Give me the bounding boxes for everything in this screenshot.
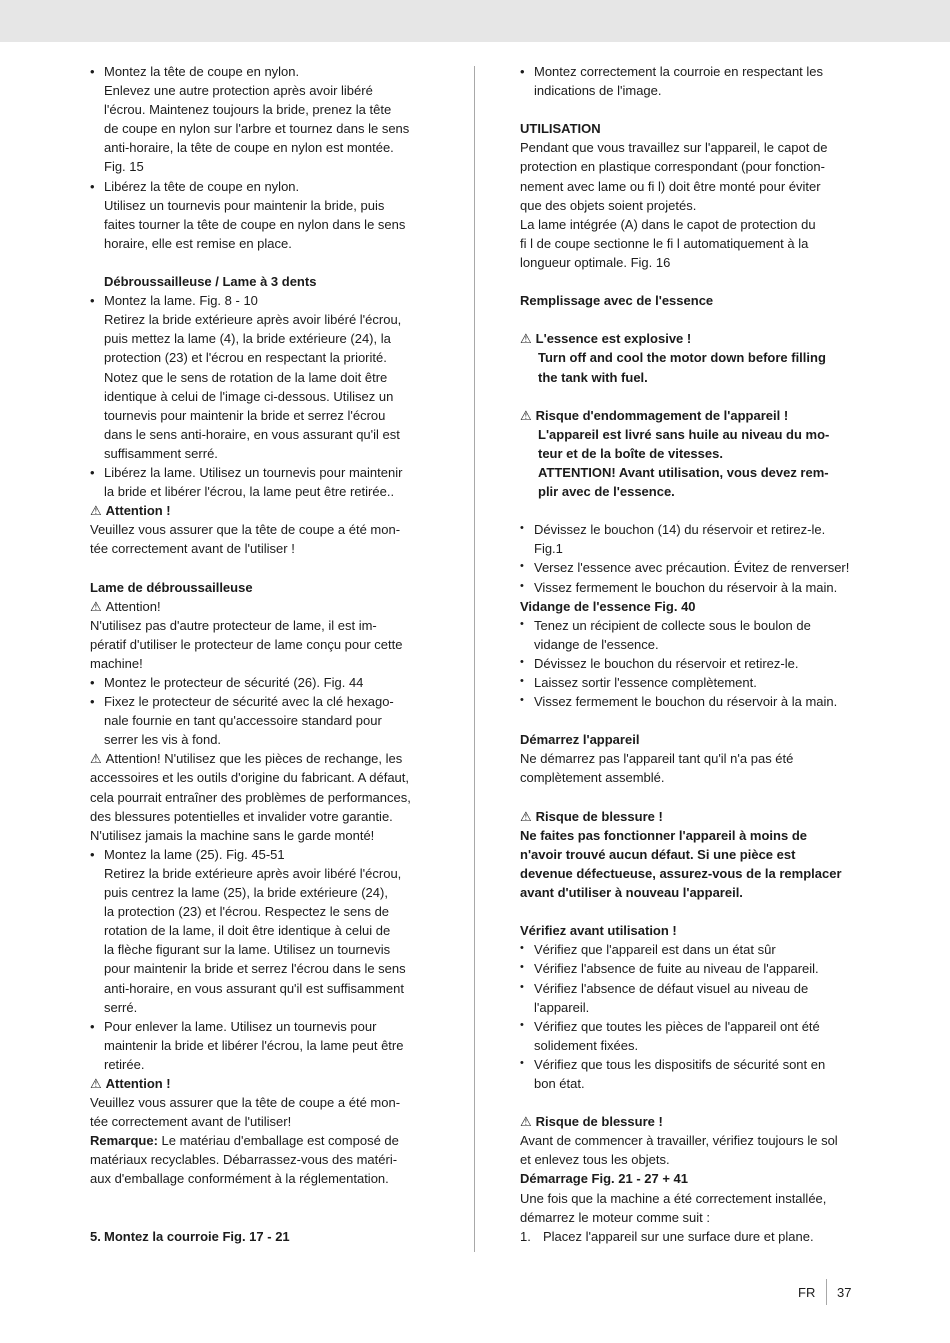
- list-item: • Montez le protecteur de sécurité (26). Fig. 44: [90, 673, 428, 692]
- warning-triangle-icon: ⚠: [90, 598, 102, 614]
- list-item: • Libérez la tête de coupe en nylon. Utilisez un tournevis pour maintenir la bride, puis faites tourner la tête de coupe en nylon dans le sens horaire, elle est remise en place.: [90, 177, 428, 253]
- text-line: the tank with fuel.: [538, 369, 648, 385]
- list-item: • Versez l'essence avec précaution. Évitez de renverser!: [520, 558, 859, 577]
- list-item: • Montez la lame. Fig. 8 - 10 Retirez la bride extérieure après avoir libéré l'écrou, puis mettez la lame (4), la bride extérieure (24), la protection (23) et l'écrou en respectant la priorité. Notez que le sens de rotation de la lame doit être identique à celui de l'image ci-dessous. Utilisez un tournevis pour maintenir la bride et serrez l'écrou dans le sens anti-horaire, en vous assurant qu'il est suffisamment serré.: [90, 291, 428, 463]
- column-divider: [474, 66, 475, 1252]
- text-line: N'utilisez jamais la machine sans le garde monté!: [90, 827, 375, 843]
- section-heading: Lame de débroussailleuse: [90, 579, 253, 595]
- footer-language: FR: [798, 1285, 816, 1300]
- list-item: • Pour enlever la lame. Utilisez un tournevis pour maintenir la bride et libérer l'écrou, la lame peut être retirée.: [90, 1017, 428, 1074]
- text-line: cela pourrait entraîner des problèmes de performances,: [90, 789, 411, 805]
- section-heading: UTILISATION: [520, 121, 601, 137]
- list-item: • Vissez fermement le bouchon du réservoir à la main.: [520, 692, 859, 711]
- section-heading: Vérifiez avant utilisation !: [520, 923, 677, 939]
- warning-heading: ⚠ Attention !: [90, 501, 428, 520]
- warning-heading: ⚠ Risque de blessure !: [520, 1112, 859, 1131]
- text-line: complètement assemblé.: [520, 770, 665, 786]
- text-line: Veuillez vous assurer que la tête de coupe a été mon-: [90, 522, 401, 538]
- text-line: n'avoir trouvé aucun défaut. Si une pièce est: [520, 846, 796, 862]
- list-item: • Fixez le protecteur de sécurité avec la clé hexago- nale fournie en tant qu'accessoire standard pour serrer les vis à fond.: [90, 692, 428, 749]
- list-item: • Montez correctement la courroie en respectant les indications de l'image.: [520, 62, 859, 100]
- page-number: 37: [837, 1285, 852, 1300]
- text-line: Avant de commencer à travailler, vérifiez toujours le sol: [520, 1133, 838, 1149]
- list-item: • Vérifiez que l'appareil est dans un état sûr: [520, 940, 859, 959]
- section-heading: Débroussailleuse / Lame à 3 dents: [104, 274, 317, 290]
- text-line: nement avec lame ou fi l) doit être monté pour éviter: [520, 178, 821, 194]
- warning-triangle-icon: ⚠: [520, 331, 532, 347]
- warning-heading: ⚠ Risque de blessure !: [520, 807, 859, 826]
- text-line: Ne démarrez pas l'appareil tant qu'il n'a pas été: [520, 751, 794, 767]
- list-item: • Dévissez le bouchon (14) du réservoir et retirez-le. Fig.1: [520, 520, 859, 558]
- text-line: matériaux recyclables. Débarrassez-vous des matéri-: [90, 1152, 398, 1168]
- text-line: Une fois que la machine a été correctement installée,: [520, 1190, 827, 1206]
- list-item: • Vérifiez l'absence de défaut visuel au niveau de l'appareil.: [520, 979, 859, 1017]
- text-line: La lame intégrée (A) dans le capot de protection du: [520, 216, 816, 232]
- section-heading: Démarrage Fig. 21 - 27 + 41: [520, 1171, 689, 1187]
- warning-triangle-icon: ⚠: [520, 1114, 532, 1130]
- list-item: • Tenez un récipient de collecte sous le boulon de vidange de l'essence.: [520, 616, 859, 654]
- text-line: Pendant que vous travaillez sur l'appareil, le capot de: [520, 140, 828, 156]
- warning-triangle-icon: ⚠: [90, 751, 102, 767]
- warning-heading: ⚠ Attention !: [90, 1074, 428, 1093]
- text-line: et enlevez tous les objets.: [520, 1152, 670, 1168]
- list-item: • Vérifiez l'absence de fuite au niveau de l'appareil.: [520, 959, 859, 978]
- text-line: fi l de coupe sectionne le fi l automatiquement à la: [520, 235, 809, 251]
- list-item: • Vérifiez que toutes les pièces de l'appareil ont été solidement fixées.: [520, 1017, 859, 1055]
- warning-triangle-icon: ⚠: [90, 1075, 102, 1091]
- text-line: Veuillez vous assurer que la tête de coupe a été mon-: [90, 1095, 401, 1111]
- text-line: pératif d'utiliser le protecteur de lame conçu pour cette: [90, 636, 403, 652]
- remark: Remarque: Le matériau d'emballage est composé de: [90, 1133, 399, 1149]
- list-item: • Montez la tête de coupe en nylon. Enlevez une autre protection après avoir libéré l'écrou. Maintenez toujours la bride, prenez la tête de coupe en nylon sur l'arbre et tournez dans le sens anti-horaire, la tête de coupe en nylon est montée. Fig. 15: [90, 62, 428, 177]
- text-line: devenue défectueuse, assurez-vous de la remplacer: [520, 865, 842, 881]
- warning-line: ⚠ Attention!: [90, 597, 428, 616]
- section-5-heading: 5. Montez la courroie Fig. 17 - 21: [90, 1228, 290, 1244]
- text-line: des blessures potentielles et invalider votre garantie.: [90, 808, 393, 824]
- list-item: • Dévissez le bouchon du réservoir et retirez-le.: [520, 654, 859, 673]
- list-item: • Laissez sortir l'essence complètement.: [520, 673, 859, 692]
- list-item: • Vérifiez que tous les dispositifs de sécurité sont en bon état.: [520, 1055, 859, 1093]
- right-column: [520, 62, 859, 1246]
- text-line: N'utilisez pas d'autre protecteur de lame, il est im-: [90, 617, 377, 633]
- list-item: • Vissez fermement le bouchon du réservoir à la main.: [520, 578, 859, 597]
- section-heading: Vidange de l'essence Fig. 40: [520, 598, 696, 614]
- list-item: • Libérez la lame. Utilisez un tournevis pour maintenir la bride et libérer l'écrou, la lame peut être retirée..: [90, 463, 428, 501]
- section-heading: Remplissage avec de l'essence: [520, 293, 714, 309]
- warning-line: ⚠ Attention! N'utilisez que les pièces de rechange, les: [90, 749, 428, 768]
- warning-heading: ⚠ Risque d'endommagement de l'appareil !: [520, 406, 859, 425]
- text-line: machine!: [90, 655, 143, 671]
- text-line: teur et de la boîte de vitesses.: [538, 445, 723, 461]
- text-line: L'appareil est livré sans huile au niveau du mo-: [538, 426, 830, 442]
- text-line: accessoires et les outils d'origine du fabricant. A défaut,: [90, 770, 410, 786]
- text-line: protection en plastique correspondant (pour fonction-: [520, 159, 825, 175]
- text-line: Turn off and cool the motor down before filling: [538, 350, 826, 366]
- list-item: • Montez la lame (25). Fig. 45-51 Retirez la bride extérieure après avoir libéré l'écrou, puis centrez la lame (25), la bride extérieure (24), la protection (23) et l'écrou. Respectez le sens de rotation de la lame, il doit être identique à celui de la flèche figurant sur la lame. Utilisez un tournevis pour maintenir la bride et serrez l'écrou dans le sens anti-horaire, en vous assurant qu'il est suffisamment serré.: [90, 845, 428, 1017]
- warning-triangle-icon: ⚠: [520, 407, 532, 423]
- text-line: démarrez le moteur comme suit :: [520, 1209, 711, 1225]
- section-heading: Démarrez l'appareil: [520, 732, 640, 748]
- footer-divider: [826, 1279, 827, 1305]
- text-line: avant d'utiliser à nouveau l'appareil.: [520, 885, 743, 901]
- warning-heading: ⚠ L'essence est explosive !: [520, 329, 859, 348]
- warning-triangle-icon: ⚠: [90, 503, 102, 519]
- text-line: aux d'emballage conformément à la réglementation.: [90, 1171, 389, 1187]
- text-line: plir avec de l'essence.: [538, 484, 675, 500]
- warning-triangle-icon: ⚠: [520, 808, 532, 824]
- text-line: tée correctement avant de l'utiliser!: [90, 1114, 292, 1130]
- text-line: ATTENTION! Avant utilisation, vous devez rem-: [538, 464, 829, 480]
- text-line: Ne faites pas fonctionner l'appareil à moins de: [520, 827, 807, 843]
- text-line: que des objets soient projetés.: [520, 197, 697, 213]
- top-header-band: [0, 0, 950, 42]
- numbered-step: 1. Placez l'appareil sur une surface dure et plane.: [520, 1228, 814, 1244]
- text-line: longueur optimale. Fig. 16: [520, 254, 671, 270]
- left-column: [90, 62, 428, 1246]
- text-line: tée correctement avant de l'utiliser !: [90, 541, 295, 557]
